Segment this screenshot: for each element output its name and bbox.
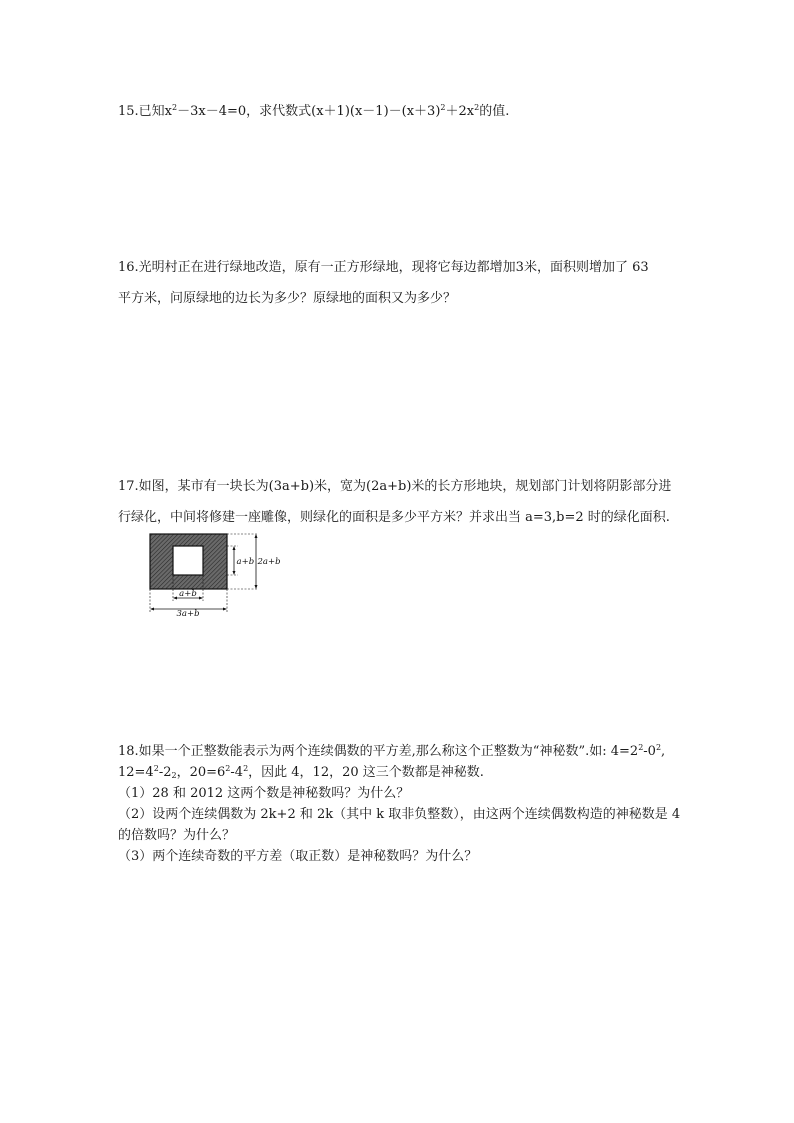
q18-line-1 <box>118 745 665 758</box>
q18-line-3: （1）28 和 2012 这两个数是神秘数吗？为什么？ <box>118 786 410 801</box>
q18-l2-sup-3: 2 <box>225 764 231 773</box>
q18-l2-text-c: ，20=6 <box>176 765 226 780</box>
question-16-line-1: 16.光明村正在进行绿地改造，原有一正方形绿地，现将它每边都增加3米，面积则增加了 63 <box>118 260 649 275</box>
q18-line-5: 的倍数吗？为什么？ <box>118 828 236 843</box>
question-17-line-2: 行绿化，中间将修建一座雕像，则绿化的面积是多少平方米？并求出当 a=3,b=2 时的绿化面积. <box>118 510 670 525</box>
q18-l2-text-b: -2 <box>158 765 172 780</box>
q18-l2-text-a: 12=4 <box>118 765 154 780</box>
label-inner-height: a+b <box>236 557 255 567</box>
label-outer-width: 3a+b <box>176 609 200 617</box>
q15-text-a: 15.已知x <box>118 104 173 119</box>
question-17-line-1: 17.如图，某市有一块长为(3a+b)米，宽为(2a+b)米的长方形地块，规划部门计划将阴影部分进 <box>118 479 672 494</box>
label-inner-width: a+b <box>179 589 197 599</box>
q18-l1-text: 18.如果一个正整数能表示为两个连续偶数的平方差,那么称这个正整数为“神秘数”.如: 4=2 <box>118 744 639 759</box>
q15-text-c: ＋2x <box>445 104 475 119</box>
q18-line-2 <box>118 766 484 779</box>
q18-l2-text-d: -4 <box>230 765 244 780</box>
q18-l1-sup-2: 2 <box>655 743 662 752</box>
q18-l2-text-e: ，因此 4，12，20 这三个数都是神秘数. <box>248 765 484 780</box>
q15-text-b: －3x－4=0，求代数式(x＋1)(x－1)－(x＋3) <box>177 104 441 119</box>
q18-line-6: （3）两个连续奇数的平方差（取正数）是神秘数吗？为什么？ <box>118 849 478 864</box>
q15-sup-3: 2 <box>474 103 480 112</box>
question-15 <box>118 105 698 118</box>
statue-square <box>173 546 203 575</box>
q15-sup-1: 2 <box>172 103 178 112</box>
question-16-line-2: 平方米，问原绿地的边长为多少？原绿地的面积又为多少？ <box>118 291 457 306</box>
q18-l2-sup-4: 2 <box>243 764 249 773</box>
q15-sup-2: 2 <box>440 103 446 112</box>
q18-l1-sup-1: 2 <box>638 743 644 752</box>
q18-l2-sup-1: 2 <box>153 764 159 773</box>
q18-line-4: （2）设两个连续偶数为 2k+2 和 2k（其中 k 取非负整数），由这两个连续偶数构造的神秘数是 4 <box>118 807 681 822</box>
q15-text-d: 的值. <box>479 104 510 119</box>
q18-l1-text-c: , <box>661 744 666 759</box>
q18-l2-sub-2: 2 <box>171 771 177 780</box>
rectangle-figure <box>138 527 288 617</box>
label-outer-height: 2a+b <box>257 557 281 567</box>
q18-l1-text-b: -0 <box>643 744 656 759</box>
